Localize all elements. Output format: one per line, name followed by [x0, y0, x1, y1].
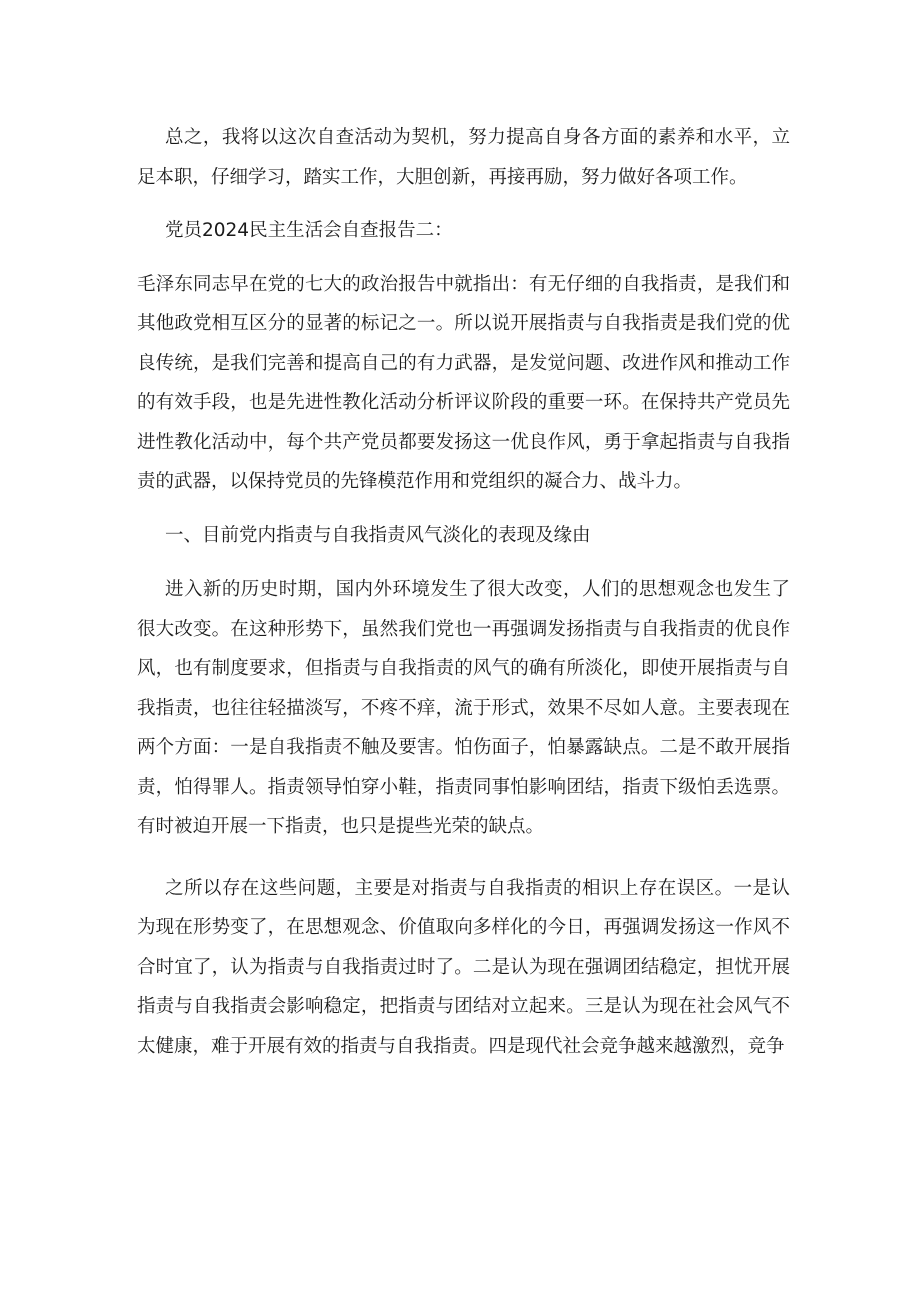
paragraph-misconceptions: 之所以存在这些问题，主要是对指责与自我指责的相识上存在误区。一是认为现在形势变了，在思想观念、价值取向多样化的今日，再强调发扬这一作风不合时宜了，认为指责与自我指责过时了。二是认为现在强调团结稳定，担忧开展指责与自我指责会影响稳定，把指责与团结对立起来。三是认为现在社会风气不太健康，难于开展有效的指责与自我指责。四是现代社会竞争越来越激烈，竞争 — [137, 877, 790, 1057]
section-title-report-two: 党员2024民主生活会自查报告二： — [165, 220, 453, 241]
paragraph-mao-quote: 毛泽东同志早在党的七大的政治报告中就指出：有无仔细的自我指责，是我们和其他政党相互区分的显著的标记之一。所以说开展指责与自我指责是我们党的优良传统，是我们完善和提高自己的有力武器，是发觉问题、改进作风和推动工作的有效手段，也是先进性教化活动分析评议阶段的重要一环。在保持共产党员先进性教化活动中，每个共产党员都要发扬这一优良作风，勇于拿起指责与自我指责的武器，以保持党员的先锋模范作用和党组织的凝合力、战斗力。 — [137, 273, 790, 492]
paragraph-new-era: 进入新的历史时期，国内外环境发生了很大改变，人们的思想观念也发生了很大改变。在这种形势下，虽然我们党也一再强调发扬指责与自我指责的优良作风，也有制度要求，但指责与自我指责的风气的确有所淡化，即使开展指责与自我指责，也往往轻描淡写，不疼不痒，流于形式，效果不尽如人意。主要表现在两个方面：一是自我指责不触及要害。怕伤面子，怕暴露缺点。二是不敢开展指责，怕得罪人。指责领导怕穿小鞋，指责同事怕影响团结，指责下级怕丢选票。有时被迫开展一下指责，也只是提些光荣的缺点。 — [137, 579, 790, 837]
paragraph-conclusion: 总之，我将以这次自查活动为契机，努力提高自身各方面的素养和水平，立足本职，仔细学习，踏实工作，大胆创新，再接再励，努力做好各项工作。 — [137, 127, 790, 188]
heading-section-one: 一、目前党内指责与自我指责风气淡化的表现及缘由 — [165, 524, 591, 546]
